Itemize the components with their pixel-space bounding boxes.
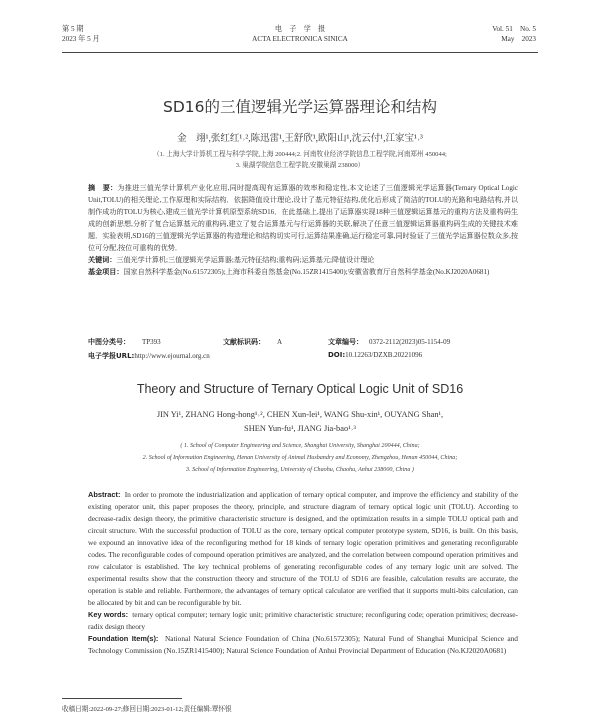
authors-en-line-1: JIN Yi¹, ZHANG Hong-hong¹˒², CHEN Xun-lei¹, WANG Shu-xin¹, OUYANG Shan¹, <box>156 410 444 419</box>
abstract-en-block <box>88 489 518 657</box>
keywords-zh-label: 关键词： <box>88 255 117 264</box>
issue-date-en: May 2023 <box>501 35 536 43</box>
keywords-en: ternary optical computer; ternary logic unit; primitive characteristic structure; reconfiguring code; operation primitives; decrease-radix design theory <box>88 610 518 631</box>
abstract-zh-text: 为推进三值光学计算机产业化应用,同时提高现有运算器的效率和稳定性,本文论述了三值逻辑光学运算器(Ternary Optical Logic Unit,TOLU)的相关理论,工作原理和实际结构．依据降值设计理论,设计了基元特征结构,优化后形成了简洁的TOLU的光路和电路结构,并以制作成功的TOLU为核心,建成三值光学计算机原型系统SD16．在此基础上,提出了运算器实现18种三值逻辑运算基元的重构方法及重构码生成的创新思想,分析了复合运算基元的重构码,建立了复合运算基元与行运算器的关联,解决了任意三值逻辑运算器重构码生成的关键技术难题．实验表明,SD16的三值逻辑光学运算器的构造理论和结构切实可行,运算结果准确,运行稳定可靠,同时验证了三值光学运算器位数众多,按位可分配,按位可重构的优势． <box>88 184 518 252</box>
keywords-zh: 三值光学计算机;三值逻辑光学运算器;基元特征结构;重构码;运算基元;降值设计理论 <box>116 256 375 264</box>
affiliation-en-line-1: ( 1. School of Computer Engineering and Science, Shanghai University, Shanghai 200444, China; <box>180 443 420 449</box>
journal-name-en: ACTA ELECTRONICA SINICA <box>252 35 348 43</box>
doi-value[interactable]: 10.12263/DZXB.20221096 <box>345 351 423 359</box>
clc-value: TP393 <box>142 338 161 346</box>
volume-number: Vol. 51 No. 5 <box>492 25 536 33</box>
funding-en: National Natural Science Foundation of China (No.61572305); Natural Fund of Shanghai Municipal Science and Technology Commission (No.15ZR1415400); Natural Science Foundation of Anhui Provincial Department of Education (No.KJ2020A0681) <box>88 634 518 655</box>
abstract-zh-label: 摘 要： <box>88 183 118 192</box>
received-dates-footnote: 收稿日期:2022-09-27;修回日期:2023-01-12;责任编辑:覃怀银 <box>62 706 232 713</box>
clc-label: 中图分类号： <box>88 338 130 346</box>
affiliation-zh-line-1: （1. 上海大学计算机工程与科学学院,上海 200444;2. 河南牧业经济学院信息工程学院,河南郑州 450044; <box>153 151 447 158</box>
article-no-value: 0372-2112(2023)05-1154-09 <box>369 338 451 346</box>
issue-date-zh: 2023 年 5 月 <box>62 35 100 43</box>
keywords-en-label: Key words: <box>88 610 129 619</box>
journal-url[interactable]: http://www.ejournal.org.cn <box>134 352 210 360</box>
url-label: 电子学报URL: <box>88 352 135 360</box>
article-no-label: 文章编号： <box>328 338 363 346</box>
affiliation-zh-line-2: 3. 巢湖学院信息工程学院,安徽巢湖 238000） <box>235 162 365 169</box>
header-right <box>492 24 536 44</box>
affiliation-en-line-3: 3. School of Information Engineering, University of Chaohu, Chaohu, Anhui 238000, China ) <box>186 467 414 473</box>
issue-number: 第 5 期 <box>62 25 84 33</box>
classification-row <box>88 337 518 349</box>
journal-name-zh: 电 子 学 报 <box>274 25 326 33</box>
funding-zh: 国家自然科学基金(No.61572305);上海市科委自然基金(No.15ZR1415400);安徽省教育厅自然科学基金(No.KJ2020A0681) <box>123 268 490 276</box>
funding-en-label: Foundation Item(s): <box>88 634 159 643</box>
abstract-en-label: Abstract: <box>88 490 121 499</box>
doc-code-label: 文献标识码： <box>223 338 265 346</box>
doc-code-value: A <box>277 338 283 346</box>
paper-title-zh: SD16的三值逻辑光学运算器理论和结构 <box>163 98 437 116</box>
header-divider <box>62 52 538 53</box>
paper-title-en: Theory and Structure of Ternary Optical Logic Unit of SD16 <box>136 382 464 396</box>
abstract-en-text: In order to promote the industrialization and application of ternary optical computer, and improve the efficiency and stability of the existing operator unit, this paper proposes the theory, principle, and structure diagram of ternary optical logic unit (TOLU). According to decrease-radix design theory, the primitive characteristic structure is designed, and the optimization results in a simple TOLU optical path and circuit structure. With the successful production of TOLU as the core, ternary optical computer prototype system, SD16, is built. On this basis, we expound an innovative idea of the reconfiguring method for 18 kinds of ternary logic operation primitives and generating reconfigurable codes. The reconfigurable codes of compound operation primitives are analyzed, and the correlation between compound operation primitives and row calculator is established. The key technical problems of generating reconfigurable codes of any ternary logic unit are solved. The experimental results show that the construction theory and structure of the TOLU of SD16 are feasible, calculation results are accurate, the operation is stable and reliable. Furthermore, the advantages of ternary optical calculator are verified that it supports multi-bits calculation, can be allocated by bit and can be reconfigurable by bit. <box>88 490 518 607</box>
authors-en-line-2: SHEN Yun-fu¹, JIANG Jia-bao¹˒³ <box>244 424 356 433</box>
url-doi-row <box>88 351 518 363</box>
funding-zh-label: 基金项目： <box>88 267 124 276</box>
abstract-zh-block <box>88 182 518 278</box>
affiliation-en-line-2: 2. School of Information Engineering, Henan University of Animal Husbandry and Economy, Zhengzhou, Henan 450044, China; <box>142 455 458 461</box>
authors-zh: 金 翊¹,张红红¹˒²,陈迅雷¹,王舒欣¹,欧阳山¹,沈云付¹,江家宝¹˒³ <box>177 134 423 144</box>
footnote-divider <box>62 698 182 699</box>
doi-label: DOI: <box>328 351 346 359</box>
